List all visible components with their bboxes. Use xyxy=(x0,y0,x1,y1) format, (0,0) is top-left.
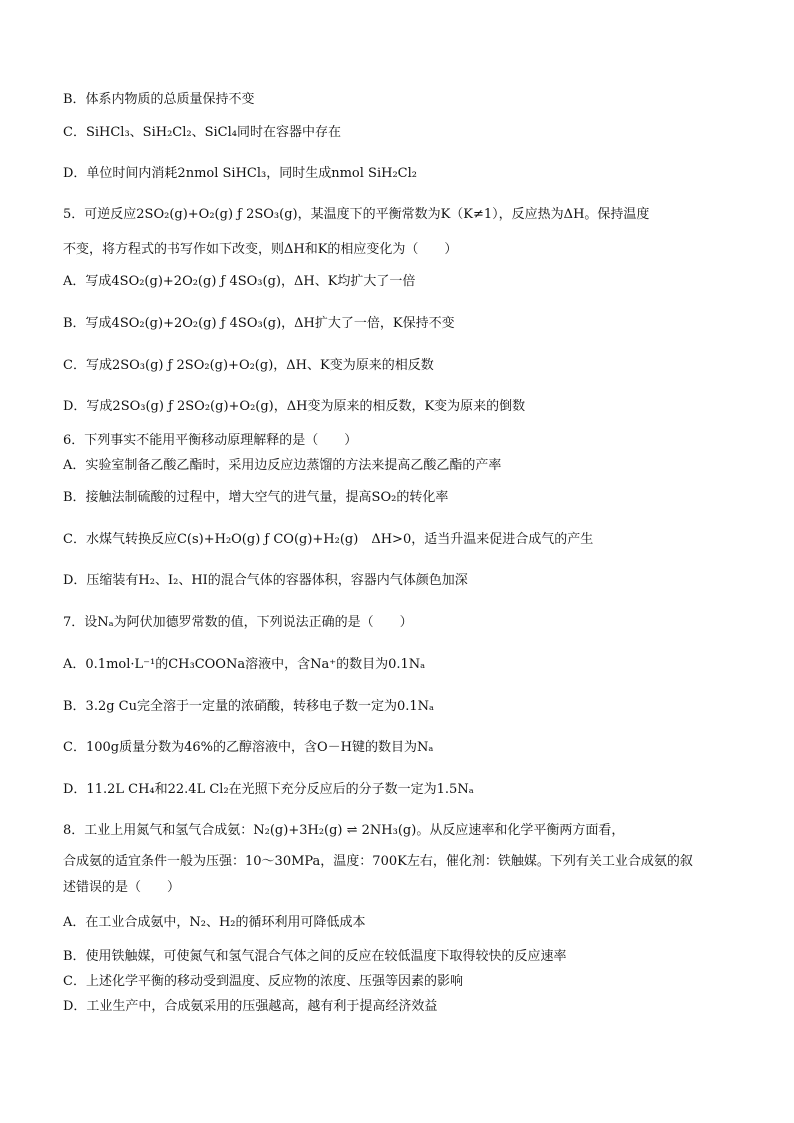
option-7d: D．11.2L CH₄和22.4L Cl₂在光照下充分反应后的分子数一定为1.5Nₐ xyxy=(63,782,474,797)
option-5c: C．写成2SO₃(g) ƒ 2SO₂(g)+O₂(g)，ΔH、K变为原来的相反数 xyxy=(63,358,434,373)
option-6d: D．压缩装有H₂、I₂、HI的混合气体的容器体积，容器内气体颜色加深 xyxy=(63,573,468,588)
option-8c: C．上述化学平衡的移动受到温度、反应物的浓度、压强等因素的影响 xyxy=(63,974,463,989)
option-6a: A．实验室制备乙酸乙酯时，采用边反应边蒸馏的方法来提高乙酸乙酯的产率 xyxy=(63,458,502,473)
option-7a: A．0.1mol·L⁻¹的CH₃COONa溶液中，含Na⁺的数目为0.1Nₐ xyxy=(63,657,426,672)
question-5-line-2: 不变，将方程式的书写作如下改变，则ΔH和K的相应变化为（ ） xyxy=(63,242,458,257)
question-7: 7．设Nₐ为阿伏加德罗常数的值，下列说法正确的是（ ） xyxy=(63,615,413,630)
option-7c: C．100g质量分数为46%的乙醇溶液中，含O－H键的数目为Nₐ xyxy=(63,740,434,755)
option-8b: B．使用铁触媒，可使氮气和氢气混合气体之间的反应在较低温度下取得较快的反应速率 xyxy=(63,949,567,964)
option-4c: C．SiHCl₃、SiH₂Cl₂、SiCl₄同时在容器中存在 xyxy=(63,125,341,140)
option-6b: B．接触法制硫酸的过程中，增大空气的进气量，提高SO₂的转化率 xyxy=(63,490,449,505)
question-5-line-1: 5．可逆反应2SO₂(g)+O₂(g) ƒ 2SO₃(g)，某温度下的平衡常数为K（K≠1），反应热为ΔH。保持温度 xyxy=(63,207,650,222)
question-6: 6．下列事实不能用平衡移动原理解释的是（ ） xyxy=(63,433,358,448)
option-5b: B．写成4SO₂(g)+2O₂(g) ƒ 4SO₃(g)，ΔH扩大了一倍，K保持不变 xyxy=(63,316,455,331)
question-8-line-1: 8．工业上用氮气和氢气合成氨：N₂(g)+3H₂(g) ⇌ 2NH₃(g)。从反应速率和化学平衡两方面看， xyxy=(63,823,625,838)
option-7b: B．3.2g Cu完全溶于一定量的浓硝酸，转移电子数一定为0.1Nₐ xyxy=(63,699,435,714)
option-8a: A．在工业合成氨中，N₂、H₂的循环利用可降低成本 xyxy=(63,915,366,930)
option-6c: C．水煤气转换反应C(s)+H₂O(g) ƒ CO(g)+H₂(g) ΔH>0，适当升温来促进合成气的产生 xyxy=(63,532,594,547)
option-4d: D．单位时间内消耗2nmol SiHCl₃，同时生成nmol SiH₂Cl₂ xyxy=(63,166,417,181)
option-5a: A．写成4SO₂(g)+2O₂(g) ƒ 4SO₃(g)，ΔH、K均扩大了一倍 xyxy=(63,274,416,289)
option-5d: D．写成2SO₃(g) ƒ 2SO₂(g)+O₂(g)，ΔH变为原来的相反数，K变为原来的倒数 xyxy=(63,399,526,414)
question-8-line-2: 合成氨的适宜条件一般为压强：10～30MPa，温度：700K左右，催化剂：铁触媒。下列有关工业合成氨的叙 xyxy=(63,854,693,869)
option-4b: B．体系内物质的总质量保持不变 xyxy=(63,92,255,107)
question-8-line-3: 述错误的是（ ） xyxy=(63,880,181,895)
option-8d: D．工业生产中，合成氨采用的压强越高，越有利于提高经济效益 xyxy=(63,999,438,1014)
